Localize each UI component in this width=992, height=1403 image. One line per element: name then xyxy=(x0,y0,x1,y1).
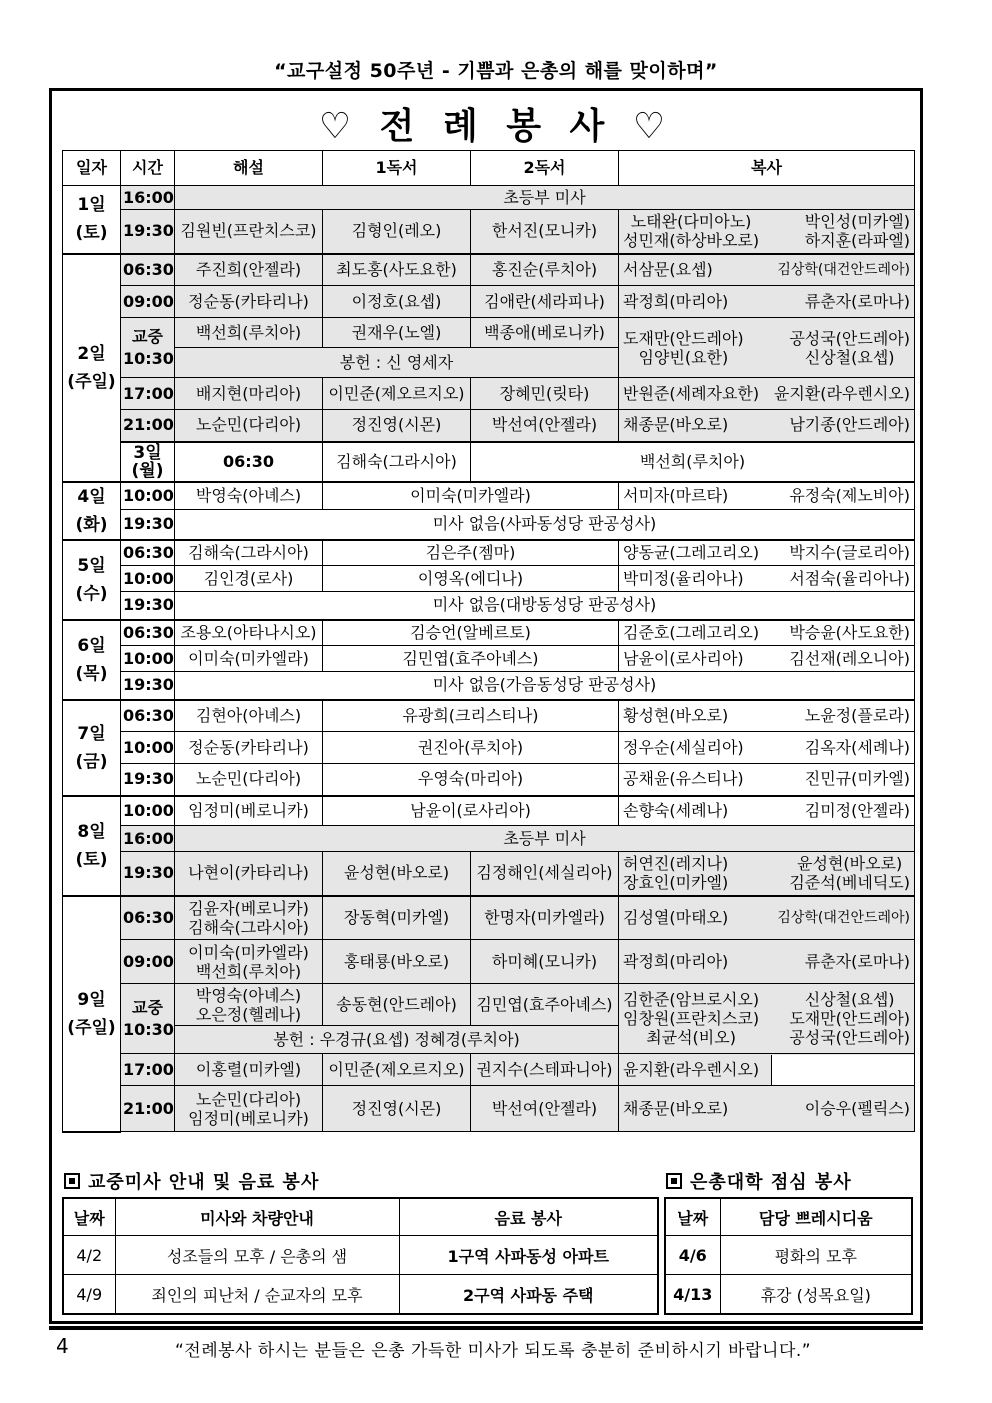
day-cell: 9일 (주일) xyxy=(63,896,121,1132)
time-cell: 09:00 xyxy=(121,286,175,318)
time-cell: 19:30 xyxy=(121,592,175,620)
col-drink-service: 음료 봉사 xyxy=(399,1198,658,1236)
servers-cell: 도재만(안드레아) 임양빈(요한) 공성국(안드레아) 신상철(요셉) xyxy=(619,318,915,378)
square-bullet-icon xyxy=(666,1173,682,1189)
merged-cell: 남윤이(로사리아) xyxy=(323,796,619,826)
servers-cell: 곽정희(마리아) 류춘자(로마나) xyxy=(619,940,915,984)
time-cell: 16:00 xyxy=(121,826,175,852)
col-reading1: 1독서 xyxy=(323,151,471,186)
col-reading2: 2독서 xyxy=(471,151,619,186)
cell: 홍진순(루치아) xyxy=(471,254,619,286)
cell: 한서진(모니카) xyxy=(471,210,619,254)
cell: 백종애(베로니카) xyxy=(471,318,619,348)
table-row xyxy=(63,1236,658,1275)
col-mass-guide: 미사와 차량안내 xyxy=(115,1198,399,1236)
cell: 김민엽(효주아녜스) xyxy=(471,984,619,1026)
servers-cell: 허연진(레지나) 장효인(미카엘) 윤성현(바오로) 김준석(베네딕도) xyxy=(619,852,915,896)
servers-cell: 서미자(마르타) 유정숙(제노비아) xyxy=(619,482,915,510)
cell: 이홍렬(미카엘) xyxy=(175,1054,323,1086)
cell: 노순민(다리아) 임정미(베로니카) xyxy=(175,1086,323,1132)
table-row xyxy=(665,1236,912,1275)
cell: 임정미(베로니카) xyxy=(175,796,323,826)
cell: 김현아(아녜스) xyxy=(175,700,323,732)
cell: 정진영(시몬) xyxy=(323,410,471,442)
time-cell: 10:00 xyxy=(121,482,175,510)
cell: 주진희(안젤라) xyxy=(175,254,323,286)
cell: 조용오(아타나시오) xyxy=(175,620,323,646)
servers-cell: 김성열(마태오) 김상학(대건안드레아) xyxy=(619,896,915,940)
cell: 이민준(제오르지오) xyxy=(323,378,471,410)
cell: 이정호(요셉) xyxy=(323,286,471,318)
col-date: 날짜 xyxy=(665,1198,720,1236)
cell: 정순동(카타리나) xyxy=(175,732,323,764)
cell: 4/9 xyxy=(63,1275,115,1315)
time-cell: 06:30 xyxy=(175,442,323,482)
table-row xyxy=(63,286,915,318)
day-cell: 3일 (월) xyxy=(121,442,175,482)
table-header-row xyxy=(63,151,915,186)
cell: 4/6 xyxy=(665,1236,720,1275)
info-section-title: 교중미사 안내 및 음료 봉사 xyxy=(64,1168,319,1194)
cell: 김인경(로사) xyxy=(175,566,323,592)
merged-cell: 유광희(크리스티나) xyxy=(323,700,619,732)
time-cell: 교중 10:30 xyxy=(121,984,175,1054)
table-row xyxy=(63,896,915,940)
cell: 박영숙(아녜스) xyxy=(175,482,323,510)
table-row xyxy=(63,1275,658,1315)
cell: 김해숙(그라시아) xyxy=(323,442,471,482)
lunch-section-title: 은총대학 점심 봉사 xyxy=(666,1168,852,1194)
table-row xyxy=(63,254,915,286)
time-cell: 21:00 xyxy=(121,410,175,442)
day-cell: 8일 (토) xyxy=(63,796,121,896)
page-number: 4 xyxy=(56,1334,69,1358)
footer-quote: “전례봉사 하시는 분들은 은총 가득한 미사가 되도록 충분히 준비하시기 바랍니다.” xyxy=(175,1341,812,1361)
cell: 장동혁(미카엘) xyxy=(323,896,471,940)
day-cell: 1일 (토) xyxy=(63,186,121,254)
cell: 성조들의 모후 / 은총의 샘 xyxy=(115,1236,399,1275)
mass-info-table xyxy=(62,1197,659,1315)
servers-cell: 채종문(바오로) 남기종(안드레아) xyxy=(619,410,915,442)
cell: 송동현(안드레아) xyxy=(323,984,471,1026)
cell: 하미혜(모니카) xyxy=(471,940,619,984)
table-header-row xyxy=(665,1198,912,1236)
servers-cell: 손향숙(세례나) 김미정(안젤라) xyxy=(619,796,915,826)
table-row xyxy=(63,826,915,852)
merged-cell: 권진아(루치아) xyxy=(323,732,619,764)
time-cell: 17:00 xyxy=(121,378,175,410)
servers-cell: 서삼문(요셉) 김상학(대건안드레아) xyxy=(619,254,915,286)
table-row xyxy=(63,378,915,410)
offertory-cell: 봉헌 : 우경규(요셉) 정혜경(루치아) xyxy=(175,1026,619,1054)
table-row xyxy=(63,646,915,672)
time-cell: 17:00 xyxy=(121,1054,175,1086)
time-cell: 10:00 xyxy=(121,796,175,826)
time-cell: 19:30 xyxy=(121,764,175,796)
offertory-cell: 봉헌 : 신 영세자 xyxy=(175,348,619,378)
cell: 박영숙(아녜스) 오은정(헬레나) xyxy=(175,984,323,1026)
cell: 평화의 모후 xyxy=(720,1236,912,1275)
time-cell: 19:30 xyxy=(121,210,175,254)
table-row xyxy=(63,940,915,984)
table-row xyxy=(63,764,915,796)
table-row xyxy=(63,592,915,620)
cell: 최도홍(사도요한) xyxy=(323,254,471,286)
merged-cell: 이영옥(에디나) xyxy=(323,566,619,592)
header-motto: “교구설정 50주년 - 기쁨과 은총의 해를 맞이하며” xyxy=(274,60,718,82)
cell: 배지현(마리아) xyxy=(175,378,323,410)
servers-cell: 정우순(세실리아) 김옥자(세례나) xyxy=(619,732,915,764)
merged-cell: 이미숙(미카엘라) xyxy=(323,482,619,510)
time-cell: 06:30 xyxy=(121,700,175,732)
cell: 김윤자(베로니카) 김해숙(그라시아) xyxy=(175,896,323,940)
table-row xyxy=(63,796,915,826)
cell: 1구역 사파동성 아파트 xyxy=(399,1236,658,1275)
day-cell: 5일 (수) xyxy=(63,540,121,620)
table-row xyxy=(63,540,915,566)
table-row xyxy=(63,700,915,732)
merged-cell: 미사 없음(대방동성당 판공성사) xyxy=(175,592,915,620)
merged-cell: 초등부 미사 xyxy=(175,826,915,852)
servers-cell: 김준호(그레고리오) 박승윤(사도요한) xyxy=(619,620,915,646)
servers-cell: 박미정(율리아나) 서점숙(율리아나) xyxy=(619,566,915,592)
table-row xyxy=(63,442,915,482)
cell: 김형인(레오) xyxy=(323,210,471,254)
time-cell: 09:00 xyxy=(121,940,175,984)
footer-divider xyxy=(49,1326,923,1330)
col-commentary: 해설 xyxy=(175,151,323,186)
table-row xyxy=(63,410,915,442)
liturgy-schedule-table xyxy=(62,150,915,1133)
servers-cell: 황성현(바오로) 노윤정(플로라) xyxy=(619,700,915,732)
servers-cell: 양동균(그레고리오) 박지수(글로리아) xyxy=(619,540,915,566)
cell: 이민준(제오르지오) xyxy=(323,1054,471,1086)
cell: 백선희(루치아) xyxy=(175,318,323,348)
day-cell: 7일 (금) xyxy=(63,700,121,796)
cell: 나현이(카타리나) xyxy=(175,852,323,896)
cell: 박선여(안젤라) xyxy=(471,410,619,442)
cell: 정순동(카타리나) xyxy=(175,286,323,318)
table-row xyxy=(63,620,915,646)
cell: 김애란(세라피나) xyxy=(471,286,619,318)
time-cell: 교중 10:30 xyxy=(121,318,175,378)
servers-cell: 김한준(암브로시오) 임창원(프란치스코) 최균석(비오) 신상철(요셉) 도재만(안드레아) 공성국(안드레아) xyxy=(619,984,915,1054)
table-row xyxy=(63,482,915,510)
cell: 이미숙(미카엘라) xyxy=(175,646,323,672)
col-presidium: 담당 쁘레시디움 xyxy=(720,1198,912,1236)
table-row xyxy=(63,318,915,348)
time-cell: 10:00 xyxy=(121,646,175,672)
col-time: 시간 xyxy=(121,151,175,186)
merged-cell: 김승언(알베르토) xyxy=(323,620,619,646)
time-cell: 19:30 xyxy=(121,672,175,700)
cell: 김정해인(세실리아) xyxy=(471,852,619,896)
cell: 권지수(스테파니아) xyxy=(471,1054,619,1086)
table-row xyxy=(63,672,915,700)
servers-cell: 남윤이(로사리아) 김선재(레오니아) xyxy=(619,646,915,672)
cell: 윤성현(바오로) xyxy=(323,852,471,896)
merged-cell: 김민엽(효주아녜스) xyxy=(323,646,619,672)
time-cell: 10:00 xyxy=(121,566,175,592)
merged-cell: 우영숙(마리아) xyxy=(323,764,619,796)
cell: 권재우(노엘) xyxy=(323,318,471,348)
servers-cell: 윤지환(라우렌시오) xyxy=(619,1054,915,1086)
cell: 4/2 xyxy=(63,1236,115,1275)
servers-cell: 공채윤(유스티나) 진민규(미카엘) xyxy=(619,764,915,796)
table-row xyxy=(63,1054,915,1086)
merged-cell: 백선희(루치아) xyxy=(471,442,915,482)
table-row xyxy=(63,1086,915,1132)
merged-cell: 김은주(젬마) xyxy=(323,540,619,566)
day-cell: 6일 (목) xyxy=(63,620,121,700)
cell: 2구역 사파동 주택 xyxy=(399,1275,658,1315)
cell: 장혜민(릿타) xyxy=(471,378,619,410)
page-title: ♡ 전 례 봉 사 ♡ xyxy=(318,106,674,147)
cell: 죄인의 피난처 / 순교자의 모후 xyxy=(115,1275,399,1315)
col-altar-servers: 복사 xyxy=(619,151,915,186)
cell: 4/13 xyxy=(665,1275,720,1315)
table-row xyxy=(63,186,915,210)
col-date: 일자 xyxy=(63,151,121,186)
time-cell: 16:00 xyxy=(121,186,175,210)
cell: 노순민(다리아) xyxy=(175,410,323,442)
time-cell: 06:30 xyxy=(121,254,175,286)
lunch-service-table xyxy=(664,1197,913,1315)
day-cell: 2일 (주일) xyxy=(63,254,121,482)
cell: 김원빈(프란치스코) xyxy=(175,210,323,254)
time-cell: 10:00 xyxy=(121,732,175,764)
time-cell: 06:30 xyxy=(121,620,175,646)
time-cell: 06:30 xyxy=(121,540,175,566)
col-date: 날짜 xyxy=(63,1198,115,1236)
servers-cell: 반원준(세례자요한) 윤지환(라우렌시오) xyxy=(619,378,915,410)
cell: 노순민(다리아) xyxy=(175,764,323,796)
cell: 홍태룡(바오로) xyxy=(323,940,471,984)
cell: 정진영(시몬) xyxy=(323,1086,471,1132)
table-row xyxy=(63,509,915,539)
merged-cell: 미사 없음(사파동성당 판공성사) xyxy=(175,509,915,539)
table-row xyxy=(63,984,915,1026)
merged-cell: 초등부 미사 xyxy=(175,186,915,210)
cell: 박선여(안젤라) xyxy=(471,1086,619,1132)
table-row xyxy=(63,210,915,254)
time-cell: 19:30 xyxy=(121,509,175,539)
time-cell: 19:30 xyxy=(121,852,175,896)
table-row xyxy=(63,852,915,896)
table-row xyxy=(63,732,915,764)
cell: 휴강 (성목요일) xyxy=(720,1275,912,1315)
table-row xyxy=(665,1275,912,1315)
time-cell: 21:00 xyxy=(121,1086,175,1132)
time-cell: 06:30 xyxy=(121,896,175,940)
cell: 김해숙(그라시아) xyxy=(175,540,323,566)
square-bullet-icon xyxy=(64,1173,80,1189)
table-row xyxy=(63,566,915,592)
cell: 한명자(미카엘라) xyxy=(471,896,619,940)
servers-cell: 노태완(다미아노) 성민재(하상바오로) 박인성(미카엘) 하지훈(라파엘) xyxy=(619,210,915,254)
servers-cell: 곽정희(마리아) 류춘자(로마나) xyxy=(619,286,915,318)
servers-cell: 채종문(바오로) 이승우(펠릭스) xyxy=(619,1086,915,1132)
merged-cell: 미사 없음(가음동성당 판공성사) xyxy=(175,672,915,700)
cell: 이미숙(미카엘라) 백선희(루치아) xyxy=(175,940,323,984)
day-cell: 4일 (화) xyxy=(63,482,121,540)
table-header-row xyxy=(63,1198,658,1236)
